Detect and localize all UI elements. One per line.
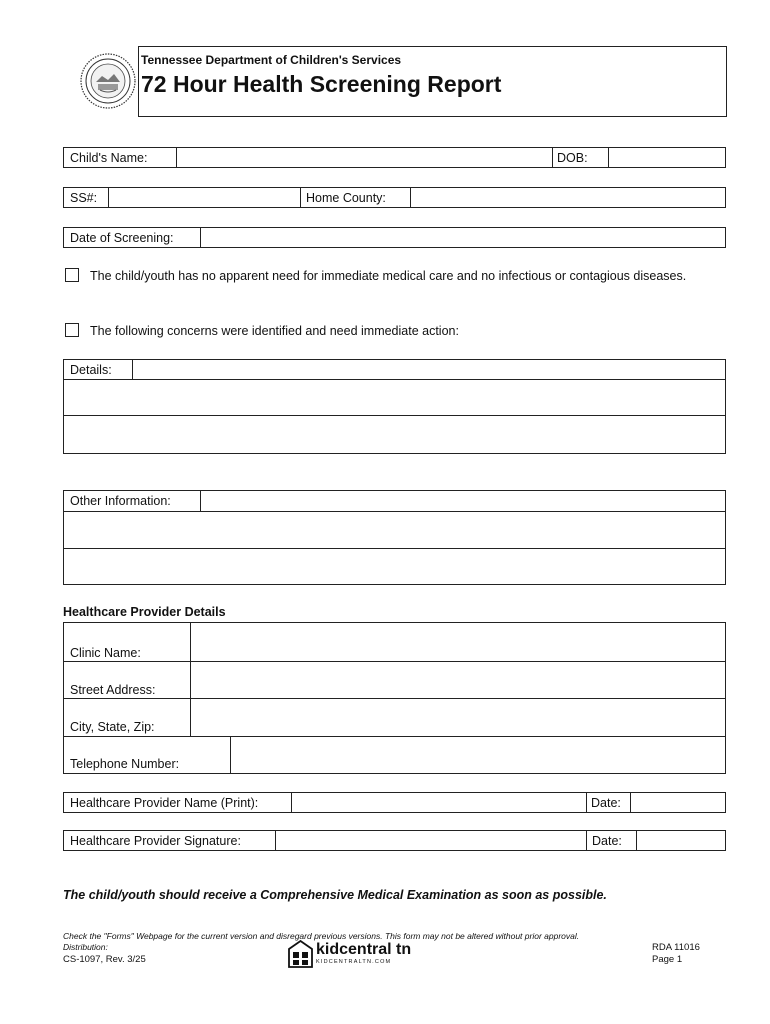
kidcentral-logo-url: KIDCENTRALTN.COM bbox=[316, 959, 392, 965]
exam-notice: The child/youth should receive a Comprehensive Medical Examination as soon as possible. bbox=[63, 888, 607, 902]
no-need-text: The child/youth has no apparent need for immediate medical care and no infectious or contagious diseases. bbox=[90, 269, 687, 283]
clinic-name-input[interactable] bbox=[191, 623, 725, 661]
no-need-checkbox[interactable] bbox=[65, 268, 79, 282]
street-address-label: Street Address: bbox=[70, 683, 156, 697]
provider-name-date-label-cell bbox=[586, 793, 630, 812]
date-of-screening-label: Date of Screening: bbox=[70, 231, 174, 245]
provider-signature-date-label: Date: bbox=[592, 834, 622, 848]
forms-note: Check the "Forms" Webpage for the current version and disregard previous versions. This form may not be altered without prior approval. bbox=[63, 931, 580, 941]
provider-signature-label: Healthcare Provider Signature: bbox=[70, 834, 241, 848]
concerns-text: The following concerns were identified and need immediate action: bbox=[90, 324, 459, 338]
dob-label: DOB: bbox=[557, 151, 588, 165]
details-label: Details: bbox=[70, 363, 112, 377]
provider-section-title: Healthcare Provider Details bbox=[63, 605, 226, 619]
form-number: CS-1097, Rev. 3/25 bbox=[63, 954, 146, 965]
details-input-line-3[interactable] bbox=[64, 416, 725, 453]
telephone-input[interactable] bbox=[231, 737, 725, 773]
concerns-checkbox[interactable] bbox=[65, 323, 79, 337]
provider-name-row bbox=[63, 792, 726, 813]
clinic-name-label: Clinic Name: bbox=[70, 646, 141, 660]
date-of-screening-input[interactable] bbox=[200, 228, 725, 247]
kidcentral-logo bbox=[288, 940, 418, 970]
rda-number: RDA 11016 bbox=[652, 942, 700, 953]
provider-name-label: Healthcare Provider Name (Print): bbox=[70, 796, 259, 810]
provider-name-input[interactable] bbox=[291, 793, 586, 812]
provider-signature-input[interactable] bbox=[275, 831, 586, 850]
provider-name-date-input[interactable] bbox=[630, 793, 725, 812]
child-name-label: Child's Name: bbox=[70, 151, 148, 165]
other-info-input-line-1[interactable] bbox=[201, 491, 725, 511]
distribution-label: Distribution: bbox=[63, 942, 108, 952]
city-state-zip-label: City, State, Zip: bbox=[70, 720, 155, 734]
other-info-box bbox=[63, 490, 726, 585]
details-input-line-2[interactable] bbox=[64, 380, 725, 415]
home-county-label: Home County: bbox=[306, 191, 386, 205]
other-info-label: Other Information: bbox=[70, 494, 171, 508]
title-box bbox=[138, 46, 727, 117]
telephone-label: Telephone Number: bbox=[70, 757, 180, 771]
page-title: 72 Hour Health Screening Report bbox=[141, 71, 502, 97]
ss-row bbox=[63, 187, 726, 208]
details-input-line-1[interactable] bbox=[133, 360, 725, 379]
child-name-input[interactable] bbox=[176, 148, 552, 167]
dob-input[interactable] bbox=[608, 148, 725, 167]
ss-input[interactable] bbox=[108, 188, 300, 207]
provider-signature-row bbox=[63, 830, 726, 851]
kidcentral-house-icon bbox=[288, 940, 313, 968]
page-number: Page 1 bbox=[652, 954, 683, 965]
child-name-row bbox=[63, 147, 726, 168]
dob-label-cell bbox=[552, 148, 608, 167]
provider-details-box bbox=[63, 622, 726, 774]
home-county-label-cell bbox=[300, 188, 410, 207]
details-box bbox=[63, 359, 726, 454]
ss-label: SS#: bbox=[70, 191, 98, 205]
street-address-input[interactable] bbox=[191, 662, 725, 698]
screening-date-row bbox=[63, 227, 726, 248]
home-county-input[interactable] bbox=[410, 188, 725, 207]
other-info-input-line-3[interactable] bbox=[64, 549, 725, 584]
city-state-zip-input[interactable] bbox=[191, 699, 725, 736]
other-info-input-line-2[interactable] bbox=[64, 512, 725, 548]
state-seal-icon bbox=[78, 52, 138, 110]
kidcentral-logo-text: kidcentral tn bbox=[316, 941, 412, 958]
provider-signature-date-label-cell bbox=[586, 831, 636, 850]
department-name: Tennessee Department of Children's Services bbox=[141, 53, 402, 67]
provider-name-date-label: Date: bbox=[591, 796, 621, 810]
provider-signature-date-input[interactable] bbox=[636, 831, 725, 850]
